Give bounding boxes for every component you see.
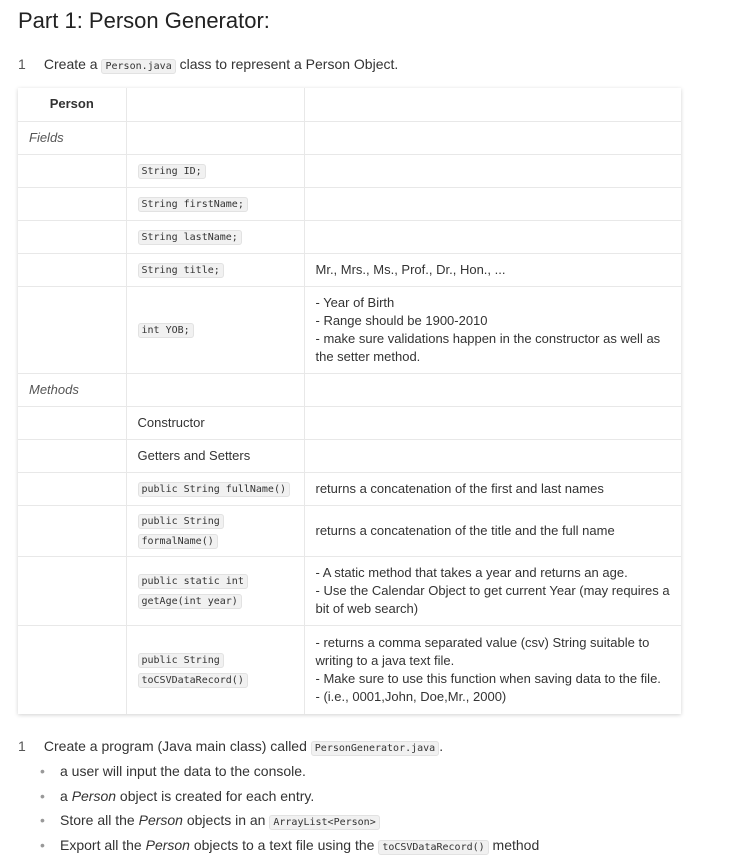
method-code: formalName() <box>138 534 218 549</box>
table-header-empty <box>304 88 681 121</box>
table-row <box>18 625 681 714</box>
item-text: a <box>60 788 72 804</box>
item-text: objects in an <box>182 812 270 828</box>
field-code: String lastName; <box>138 230 242 245</box>
list-item <box>40 788 314 804</box>
list-item <box>40 837 539 853</box>
section-label-methods: Methods <box>18 373 126 406</box>
method-description: returns a concatenation of the first and last names <box>304 472 681 505</box>
method-name: Constructor <box>126 406 304 439</box>
item-text: Export all the <box>60 837 146 853</box>
list-item <box>40 763 306 779</box>
desc-line: - Range should be 1900-2010 <box>315 312 488 328</box>
item-text: Store all the <box>60 812 139 828</box>
bullet-icon: • <box>40 812 45 828</box>
desc-line: - A static method that takes a year and returns an age. <box>315 564 628 580</box>
table-row <box>18 220 681 253</box>
method-code: getAge(int year) <box>138 594 242 609</box>
desc-line: bit of web search) <box>315 600 419 616</box>
table-row <box>18 556 681 625</box>
section-label-fields: Fields <box>18 121 126 154</box>
table-row <box>18 406 681 439</box>
table-row <box>18 187 681 220</box>
method-description <box>304 625 681 714</box>
desc-line: - make sure validations happen in the constructor as well as <box>315 330 661 346</box>
inline-code: Person.java <box>101 59 175 74</box>
step-text-pre: Create a <box>43 56 98 72</box>
step-create-class <box>18 56 398 72</box>
step-text-post: class to represent a Person Object. <box>179 56 399 72</box>
method-code: public String <box>138 653 224 668</box>
step-text-pre: Create a program (Java main class) called <box>43 738 307 754</box>
person-class-table <box>18 88 681 714</box>
item-text: objects to a text file using the <box>189 837 379 853</box>
item-text: method <box>488 837 540 853</box>
item-text: object is created for each entry. <box>116 788 315 804</box>
method-code: public String fullName() <box>138 482 291 497</box>
table-row <box>18 253 681 286</box>
table-header-empty <box>126 88 304 121</box>
field-code: String ID; <box>138 164 206 179</box>
field-code: String title; <box>138 263 224 278</box>
method-name: Getters and Setters <box>126 439 304 472</box>
step-number: 1 <box>18 56 26 72</box>
step-text-post: . <box>439 738 444 754</box>
table-header-person: Person <box>18 88 126 121</box>
step-number: 1 <box>18 738 26 754</box>
bullet-icon: • <box>40 788 45 804</box>
bullet-icon: • <box>40 763 45 779</box>
method-description: returns a concatenation of the title and the full name <box>304 505 681 556</box>
method-code: toCSVDataRecord() <box>138 673 248 688</box>
desc-line: - returns a comma separated value (csv) String suitable to <box>315 634 650 650</box>
list-item <box>40 812 380 828</box>
method-code: public static int <box>138 574 248 589</box>
inline-code: ArrayList<Person> <box>269 815 379 830</box>
item-emphasis: Person <box>71 788 117 804</box>
step-create-program <box>18 738 443 754</box>
item-emphasis: Person <box>138 812 183 828</box>
item-text: a user will input the data to the console. <box>60 763 306 779</box>
method-code: public String <box>138 514 224 529</box>
table-row <box>18 154 681 187</box>
desc-line: - Use the Calendar Object to get current Year (may requires a <box>315 582 670 598</box>
desc-line: - Year of Birth <box>315 294 395 310</box>
method-description <box>304 556 681 625</box>
table-row <box>18 439 681 472</box>
desc-line: - (i.e., 0001,John, Doe,Mr., 2000) <box>315 688 507 704</box>
table-row <box>18 286 681 373</box>
field-code: String firstName; <box>138 197 248 212</box>
bullet-icon: • <box>40 837 45 853</box>
desc-line: the setter method. <box>315 348 421 364</box>
page-title: Part 1: Person Generator: <box>18 8 270 33</box>
desc-line: writing to a java text file. <box>315 652 455 668</box>
desc-line: - Make sure to use this function when saving data to the file. <box>315 670 661 686</box>
item-emphasis: Person <box>145 837 190 853</box>
inline-code: toCSVDataRecord() <box>378 840 488 855</box>
inline-code: PersonGenerator.java <box>311 741 439 756</box>
table-row <box>18 505 681 556</box>
field-description: Mr., Mrs., Ms., Prof., Dr., Hon., ... <box>304 253 681 286</box>
table-row <box>18 472 681 505</box>
field-code: int YOB; <box>138 323 194 338</box>
field-description <box>304 286 681 373</box>
